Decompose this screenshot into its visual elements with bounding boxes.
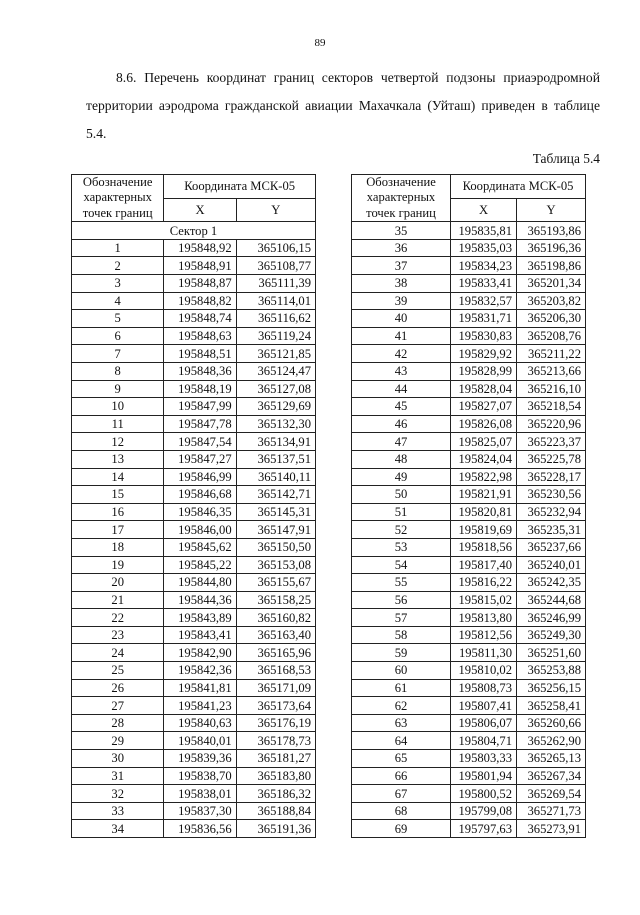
table-row xyxy=(352,521,586,539)
table-row xyxy=(352,433,586,451)
table-row xyxy=(352,486,586,504)
point-number: 66 xyxy=(352,767,451,785)
x-coordinate: 195834,23 xyxy=(451,257,517,275)
point-number: 57 xyxy=(352,609,451,627)
table-row xyxy=(352,468,586,486)
point-number: 10 xyxy=(72,398,164,416)
point-number: 59 xyxy=(352,644,451,662)
x-coordinate: 195846,68 xyxy=(164,486,236,504)
x-coordinate: 195847,78 xyxy=(164,415,236,433)
y-coordinate: 365183,80 xyxy=(236,767,315,785)
paragraph-text xyxy=(86,64,600,148)
x-coordinate: 195848,92 xyxy=(164,239,236,257)
x-coordinate: 195841,23 xyxy=(164,697,236,715)
point-number: 61 xyxy=(352,679,451,697)
table-row xyxy=(72,450,316,468)
y-coordinate: 365271,73 xyxy=(517,802,586,820)
table-row xyxy=(352,626,586,644)
point-number: 26 xyxy=(72,679,164,697)
table-row xyxy=(72,433,316,451)
y-coordinate: 365258,41 xyxy=(517,697,586,715)
point-number: 40 xyxy=(352,310,451,328)
x-coordinate: 195829,92 xyxy=(451,345,517,363)
point-number: 43 xyxy=(352,362,451,380)
y-coordinate: 365253,88 xyxy=(517,662,586,680)
table-row xyxy=(352,644,586,662)
table-row xyxy=(72,679,316,697)
y-coordinate: 365106,15 xyxy=(236,239,315,257)
point-number: 2 xyxy=(72,257,164,275)
x-coordinate: 195848,82 xyxy=(164,292,236,310)
y-coordinate: 365121,85 xyxy=(236,345,315,363)
y-coordinate: 365223,37 xyxy=(517,433,586,451)
header-y: Y xyxy=(236,198,315,222)
point-number: 37 xyxy=(352,257,451,275)
point-number: 44 xyxy=(352,380,451,398)
y-coordinate: 365176,19 xyxy=(236,714,315,732)
y-coordinate: 365203,82 xyxy=(517,292,586,310)
header-coordinate: Координата МСК-05 xyxy=(164,175,316,199)
page-number: 89 xyxy=(314,37,326,49)
x-coordinate: 195816,22 xyxy=(451,574,517,592)
point-number: 35 xyxy=(352,222,451,240)
y-coordinate: 365211,22 xyxy=(517,345,586,363)
y-coordinate: 365230,56 xyxy=(517,486,586,504)
x-coordinate: 195810,02 xyxy=(451,662,517,680)
table-row xyxy=(352,275,586,293)
x-coordinate: 195838,01 xyxy=(164,785,236,803)
table-row xyxy=(352,257,586,275)
x-coordinate: 195830,83 xyxy=(451,327,517,345)
point-number: 30 xyxy=(72,750,164,768)
x-coordinate: 195848,91 xyxy=(164,257,236,275)
x-coordinate: 195845,62 xyxy=(164,538,236,556)
x-coordinate: 195840,01 xyxy=(164,732,236,750)
table-row xyxy=(72,362,316,380)
x-coordinate: 195831,71 xyxy=(451,310,517,328)
y-coordinate: 365232,94 xyxy=(517,503,586,521)
x-coordinate: 195820,81 xyxy=(451,503,517,521)
table-row xyxy=(72,468,316,486)
y-coordinate: 365111,39 xyxy=(236,275,315,293)
point-number: 34 xyxy=(72,820,164,838)
y-coordinate: 365218,54 xyxy=(517,398,586,416)
table-row xyxy=(352,609,586,627)
x-coordinate: 195817,40 xyxy=(451,556,517,574)
point-number: 17 xyxy=(72,521,164,539)
point-number: 60 xyxy=(352,662,451,680)
table-row xyxy=(352,415,586,433)
table-row xyxy=(352,292,586,310)
y-coordinate: 365171,09 xyxy=(236,679,315,697)
table-row xyxy=(352,767,586,785)
y-coordinate: 365158,25 xyxy=(236,591,315,609)
table-row xyxy=(352,222,586,240)
point-number: 49 xyxy=(352,468,451,486)
header-point-designation: Обозначение характерных точек границ xyxy=(72,175,164,222)
table-caption: Таблица 5.4 xyxy=(532,151,600,166)
x-coordinate: 195841,81 xyxy=(164,679,236,697)
y-coordinate: 365249,30 xyxy=(517,626,586,644)
point-number: 55 xyxy=(352,574,451,592)
x-coordinate: 195797,63 xyxy=(451,820,517,838)
point-number: 6 xyxy=(72,327,164,345)
y-coordinate: 365186,32 xyxy=(236,785,315,803)
x-coordinate: 195848,87 xyxy=(164,275,236,293)
x-coordinate: 195838,70 xyxy=(164,767,236,785)
coordinates-table-left xyxy=(71,174,316,838)
x-coordinate: 195812,56 xyxy=(451,626,517,644)
table-row xyxy=(352,574,586,592)
table-row xyxy=(72,609,316,627)
point-number: 1 xyxy=(72,239,164,257)
y-coordinate: 365208,76 xyxy=(517,327,586,345)
table-row xyxy=(72,662,316,680)
table-row xyxy=(352,662,586,680)
y-coordinate: 365124,47 xyxy=(236,362,315,380)
y-coordinate: 365193,86 xyxy=(517,222,586,240)
point-number: 31 xyxy=(72,767,164,785)
y-coordinate: 365191,36 xyxy=(236,820,315,838)
table-row xyxy=(352,785,586,803)
y-coordinate: 365251,60 xyxy=(517,644,586,662)
point-number: 29 xyxy=(72,732,164,750)
point-number: 56 xyxy=(352,591,451,609)
point-number: 13 xyxy=(72,450,164,468)
y-coordinate: 365150,50 xyxy=(236,538,315,556)
x-coordinate: 195803,33 xyxy=(451,750,517,768)
point-number: 28 xyxy=(72,714,164,732)
y-coordinate: 365240,01 xyxy=(517,556,586,574)
point-number: 63 xyxy=(352,714,451,732)
table-row xyxy=(72,257,316,275)
x-coordinate: 195808,73 xyxy=(451,679,517,697)
point-number: 9 xyxy=(72,380,164,398)
y-coordinate: 365163,40 xyxy=(236,626,315,644)
point-number: 48 xyxy=(352,450,451,468)
y-coordinate: 365137,51 xyxy=(236,450,315,468)
x-coordinate: 195848,63 xyxy=(164,327,236,345)
point-number: 5 xyxy=(72,310,164,328)
y-coordinate: 365269,54 xyxy=(517,785,586,803)
table-row xyxy=(352,697,586,715)
point-number: 39 xyxy=(352,292,451,310)
point-number: 58 xyxy=(352,626,451,644)
table-row xyxy=(72,820,316,838)
point-number: 64 xyxy=(352,732,451,750)
x-coordinate: 195828,04 xyxy=(451,380,517,398)
point-number: 62 xyxy=(352,697,451,715)
point-number: 45 xyxy=(352,398,451,416)
y-coordinate: 365153,08 xyxy=(236,556,315,574)
y-coordinate: 365132,30 xyxy=(236,415,315,433)
x-coordinate: 195799,08 xyxy=(451,802,517,820)
table-row xyxy=(72,275,316,293)
table-row xyxy=(352,450,586,468)
y-coordinate: 365235,31 xyxy=(517,521,586,539)
y-coordinate: 365178,73 xyxy=(236,732,315,750)
x-coordinate: 195847,99 xyxy=(164,398,236,416)
table-row xyxy=(72,398,316,416)
y-coordinate: 365198,86 xyxy=(517,257,586,275)
x-coordinate: 195845,22 xyxy=(164,556,236,574)
x-coordinate: 195813,80 xyxy=(451,609,517,627)
y-coordinate: 365134,91 xyxy=(236,433,315,451)
x-coordinate: 195835,03 xyxy=(451,239,517,257)
table-row xyxy=(352,750,586,768)
table-row xyxy=(72,574,316,592)
x-coordinate: 195836,56 xyxy=(164,820,236,838)
table-row xyxy=(72,802,316,820)
point-number: 11 xyxy=(72,415,164,433)
point-number: 24 xyxy=(72,644,164,662)
point-number: 18 xyxy=(72,538,164,556)
y-coordinate: 365267,34 xyxy=(517,767,586,785)
point-number: 15 xyxy=(72,486,164,504)
x-coordinate: 195843,41 xyxy=(164,626,236,644)
table-row xyxy=(352,503,586,521)
x-coordinate: 195833,41 xyxy=(451,275,517,293)
point-number: 21 xyxy=(72,591,164,609)
point-number: 46 xyxy=(352,415,451,433)
table-row xyxy=(352,802,586,820)
table-row xyxy=(72,697,316,715)
point-number: 69 xyxy=(352,820,451,838)
header-y: Y xyxy=(517,198,586,222)
y-coordinate: 365225,78 xyxy=(517,450,586,468)
table-row xyxy=(72,538,316,556)
y-coordinate: 365108,77 xyxy=(236,257,315,275)
y-coordinate: 365119,24 xyxy=(236,327,315,345)
x-coordinate: 195819,69 xyxy=(451,521,517,539)
x-coordinate: 195846,35 xyxy=(164,503,236,521)
y-coordinate: 365260,66 xyxy=(517,714,586,732)
table-row xyxy=(352,380,586,398)
point-number: 41 xyxy=(352,327,451,345)
y-coordinate: 365196,36 xyxy=(517,239,586,257)
y-coordinate: 365147,91 xyxy=(236,521,315,539)
x-coordinate: 195848,51 xyxy=(164,345,236,363)
y-coordinate: 365160,82 xyxy=(236,609,315,627)
table-row xyxy=(72,644,316,662)
table-row xyxy=(72,239,316,257)
x-coordinate: 195843,89 xyxy=(164,609,236,627)
table-row xyxy=(72,626,316,644)
y-coordinate: 365129,69 xyxy=(236,398,315,416)
x-coordinate: 195826,08 xyxy=(451,415,517,433)
point-number: 36 xyxy=(352,239,451,257)
table-row xyxy=(352,310,586,328)
point-number: 8 xyxy=(72,362,164,380)
x-coordinate: 195821,91 xyxy=(451,486,517,504)
point-number: 42 xyxy=(352,345,451,363)
y-coordinate: 365142,71 xyxy=(236,486,315,504)
point-number: 68 xyxy=(352,802,451,820)
x-coordinate: 195824,04 xyxy=(451,450,517,468)
x-coordinate: 195848,19 xyxy=(164,380,236,398)
sector-label: Сектор 1 xyxy=(72,222,316,240)
point-number: 65 xyxy=(352,750,451,768)
table-row xyxy=(352,538,586,556)
y-coordinate: 365114,01 xyxy=(236,292,315,310)
x-coordinate: 195827,07 xyxy=(451,398,517,416)
x-coordinate: 195828,99 xyxy=(451,362,517,380)
y-coordinate: 365127,08 xyxy=(236,380,315,398)
point-number: 38 xyxy=(352,275,451,293)
table-row xyxy=(72,732,316,750)
table-row xyxy=(352,239,586,257)
point-number: 27 xyxy=(72,697,164,715)
x-coordinate: 195837,30 xyxy=(164,802,236,820)
x-coordinate: 195811,30 xyxy=(451,644,517,662)
point-number: 14 xyxy=(72,468,164,486)
header-x: X xyxy=(164,198,236,222)
table-row xyxy=(352,732,586,750)
x-coordinate: 195832,57 xyxy=(451,292,517,310)
x-coordinate: 195846,00 xyxy=(164,521,236,539)
table-row xyxy=(352,679,586,697)
x-coordinate: 195818,56 xyxy=(451,538,517,556)
header-point-designation: Обозначение характерных точек границ xyxy=(352,175,451,222)
table-row xyxy=(352,820,586,838)
x-coordinate: 195822,98 xyxy=(451,468,517,486)
point-number: 32 xyxy=(72,785,164,803)
y-coordinate: 365242,35 xyxy=(517,574,586,592)
x-coordinate: 195842,36 xyxy=(164,662,236,680)
table-row xyxy=(72,750,316,768)
y-coordinate: 365244,68 xyxy=(517,591,586,609)
x-coordinate: 195846,99 xyxy=(164,468,236,486)
x-coordinate: 195825,07 xyxy=(451,433,517,451)
point-number: 25 xyxy=(72,662,164,680)
table-row xyxy=(72,767,316,785)
table-row xyxy=(72,591,316,609)
point-number: 67 xyxy=(352,785,451,803)
y-coordinate: 365165,96 xyxy=(236,644,315,662)
point-number: 47 xyxy=(352,433,451,451)
table-row xyxy=(72,345,316,363)
point-number: 20 xyxy=(72,574,164,592)
y-coordinate: 365181,27 xyxy=(236,750,315,768)
header-x: X xyxy=(451,198,517,222)
point-number: 23 xyxy=(72,626,164,644)
point-number: 16 xyxy=(72,503,164,521)
table-row xyxy=(72,503,316,521)
y-coordinate: 365237,66 xyxy=(517,538,586,556)
coordinates-table-right xyxy=(351,174,586,838)
y-coordinate: 365155,67 xyxy=(236,574,315,592)
table-row xyxy=(72,556,316,574)
table-row xyxy=(352,345,586,363)
y-coordinate: 365145,31 xyxy=(236,503,315,521)
point-number: 50 xyxy=(352,486,451,504)
table-row xyxy=(352,362,586,380)
table-row xyxy=(72,521,316,539)
header-coordinate: Координата МСК-05 xyxy=(451,175,586,199)
y-coordinate: 365220,96 xyxy=(517,415,586,433)
point-number: 7 xyxy=(72,345,164,363)
point-number: 52 xyxy=(352,521,451,539)
y-coordinate: 365262,90 xyxy=(517,732,586,750)
x-coordinate: 195801,94 xyxy=(451,767,517,785)
x-coordinate: 195848,36 xyxy=(164,362,236,380)
point-number: 19 xyxy=(72,556,164,574)
y-coordinate: 365140,11 xyxy=(236,468,315,486)
x-coordinate: 195806,07 xyxy=(451,714,517,732)
table-row xyxy=(352,591,586,609)
y-coordinate: 365206,30 xyxy=(517,310,586,328)
point-number: 4 xyxy=(72,292,164,310)
x-coordinate: 195847,27 xyxy=(164,450,236,468)
y-coordinate: 365273,91 xyxy=(517,820,586,838)
table-row xyxy=(352,714,586,732)
x-coordinate: 195839,36 xyxy=(164,750,236,768)
point-number: 51 xyxy=(352,503,451,521)
point-number: 22 xyxy=(72,609,164,627)
table-row xyxy=(72,292,316,310)
y-coordinate: 365213,66 xyxy=(517,362,586,380)
point-number: 54 xyxy=(352,556,451,574)
table-row xyxy=(72,415,316,433)
point-number: 12 xyxy=(72,433,164,451)
x-coordinate: 195844,80 xyxy=(164,574,236,592)
point-number: 53 xyxy=(352,538,451,556)
table-row xyxy=(352,556,586,574)
y-coordinate: 365201,34 xyxy=(517,275,586,293)
table-body-left xyxy=(72,222,316,838)
x-coordinate: 195840,63 xyxy=(164,714,236,732)
point-number: 3 xyxy=(72,275,164,293)
table-row xyxy=(72,714,316,732)
y-coordinate: 365265,13 xyxy=(517,750,586,768)
paragraph-content: 8.6. Перечень координат границ секторов четвертой подзоны приаэродромной территории аэродрома гражданской авиации Махачкала (Уйташ) приведен в таблице 5.4. xyxy=(86,70,600,141)
table-row xyxy=(352,398,586,416)
y-coordinate: 365256,15 xyxy=(517,679,586,697)
table-row xyxy=(72,785,316,803)
table-body-right xyxy=(352,222,586,838)
x-coordinate: 195800,52 xyxy=(451,785,517,803)
point-number: 33 xyxy=(72,802,164,820)
y-coordinate: 365168,53 xyxy=(236,662,315,680)
y-coordinate: 365173,64 xyxy=(236,697,315,715)
x-coordinate: 195847,54 xyxy=(164,433,236,451)
x-coordinate: 195844,36 xyxy=(164,591,236,609)
x-coordinate: 195807,41 xyxy=(451,697,517,715)
y-coordinate: 365228,17 xyxy=(517,468,586,486)
x-coordinate: 195804,71 xyxy=(451,732,517,750)
table-row xyxy=(72,310,316,328)
x-coordinate: 195835,81 xyxy=(451,222,517,240)
y-coordinate: 365246,99 xyxy=(517,609,586,627)
y-coordinate: 365116,62 xyxy=(236,310,315,328)
table-row xyxy=(72,327,316,345)
x-coordinate: 195848,74 xyxy=(164,310,236,328)
y-coordinate: 365188,84 xyxy=(236,802,315,820)
x-coordinate: 195842,90 xyxy=(164,644,236,662)
y-coordinate: 365216,10 xyxy=(517,380,586,398)
x-coordinate: 195815,02 xyxy=(451,591,517,609)
table-row xyxy=(352,327,586,345)
table-row xyxy=(72,486,316,504)
table-row xyxy=(72,380,316,398)
